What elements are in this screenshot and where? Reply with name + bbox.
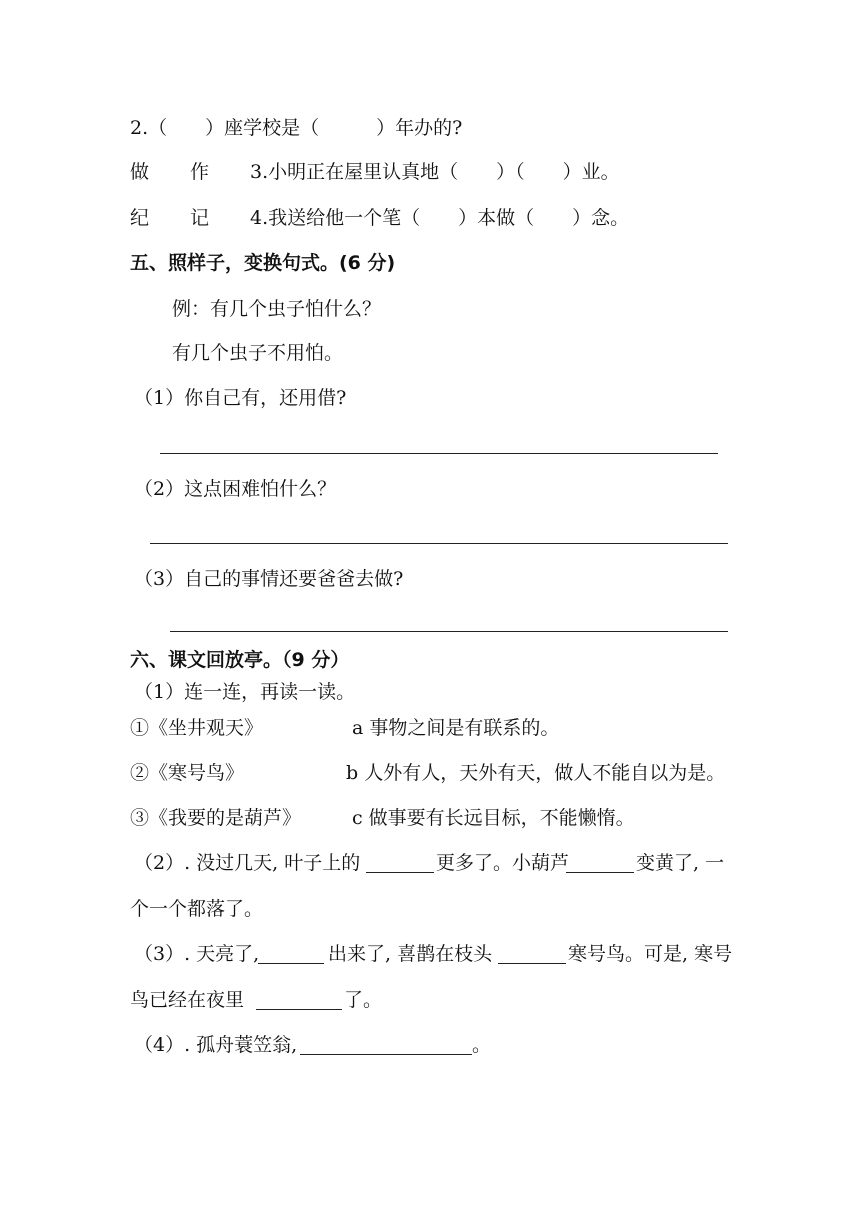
match-right-a[interactable]: a 事物之间是有联系的。 xyxy=(352,717,560,739)
fill-3-part-b: 出来了, 喜鹊在枝头 xyxy=(328,943,493,965)
section-6-heading: 六、课文回放亭。（9 分） xyxy=(130,649,350,671)
fill-2-blank-2[interactable] xyxy=(566,872,634,873)
match-left-2[interactable]: ②《寒号鸟》 xyxy=(130,762,245,784)
char-option-ji1: 纪 xyxy=(130,207,150,229)
fill-3-blank-2[interactable] xyxy=(498,963,566,964)
section-5-heading: 五、照样子，变换句式。(6 分) xyxy=(130,252,396,274)
fill-4-blank[interactable] xyxy=(300,1054,472,1055)
fill-2-part-a: （2）. 没过几天, 叶子上的 xyxy=(134,852,361,874)
fill-2-part-c: 变黄了, 一 xyxy=(636,852,725,874)
fill-3-part-a: （3）. 天亮了, xyxy=(134,943,260,965)
match-right-c[interactable]: c 做事要有长远目标，不能懒惰。 xyxy=(352,807,635,829)
match-instruction: （1）连一连，再读一读。 xyxy=(134,681,356,703)
char-option-zuo1: 做 xyxy=(130,161,150,183)
answer-line-2[interactable] xyxy=(150,543,728,544)
fill-2-part-b: 更多了。小葫芦 xyxy=(436,852,570,874)
rewrite-item-1: （1）你自己有，还用借? xyxy=(134,387,347,409)
question-4: 4.我送给他一个笔（ ）本做（ ）念。 xyxy=(250,207,630,229)
fill-3-blank-3[interactable] xyxy=(256,1009,342,1010)
char-option-ji2: 记 xyxy=(190,207,210,229)
rewrite-item-3: （3）自己的事情还要爸爸去做? xyxy=(134,568,404,590)
example-answer: 有几个虫子不用怕。 xyxy=(172,342,344,364)
fill-2-part-d: 个一个都落了。 xyxy=(130,898,264,920)
answer-line-1[interactable] xyxy=(160,453,718,454)
fill-2-blank-1[interactable] xyxy=(366,872,434,873)
char-option-zuo2: 作 xyxy=(190,161,210,183)
fill-3-part-c: 寒号鸟。可是, 寒号 xyxy=(568,943,733,965)
match-left-1[interactable]: ①《坐井观天》 xyxy=(130,717,264,739)
example-question: 例：有几个虫子怕什么？ xyxy=(172,298,382,320)
question-3: 3.小明正在屋里认真地（ ）（ ）业。 xyxy=(250,161,620,183)
fill-3-part-d: 鸟已经在夜里 xyxy=(130,989,245,1011)
rewrite-item-2: （2）这点困难怕什么？ xyxy=(134,478,337,500)
question-2: 2.（ ）座学校是（ ）年办的? xyxy=(130,117,463,139)
match-right-b[interactable]: b 人外有人，天外有天，做人不能自以为是。 xyxy=(346,762,726,784)
fill-4-part-b: 。 xyxy=(472,1034,492,1056)
fill-3-blank-1[interactable] xyxy=(258,963,324,964)
fill-3-part-e: 了。 xyxy=(344,989,383,1011)
fill-4-part-a: （4）. 孤舟蓑笠翁, xyxy=(134,1034,298,1056)
match-left-3[interactable]: ③《我要的是葫芦》 xyxy=(130,807,302,829)
answer-line-3[interactable] xyxy=(170,631,728,632)
